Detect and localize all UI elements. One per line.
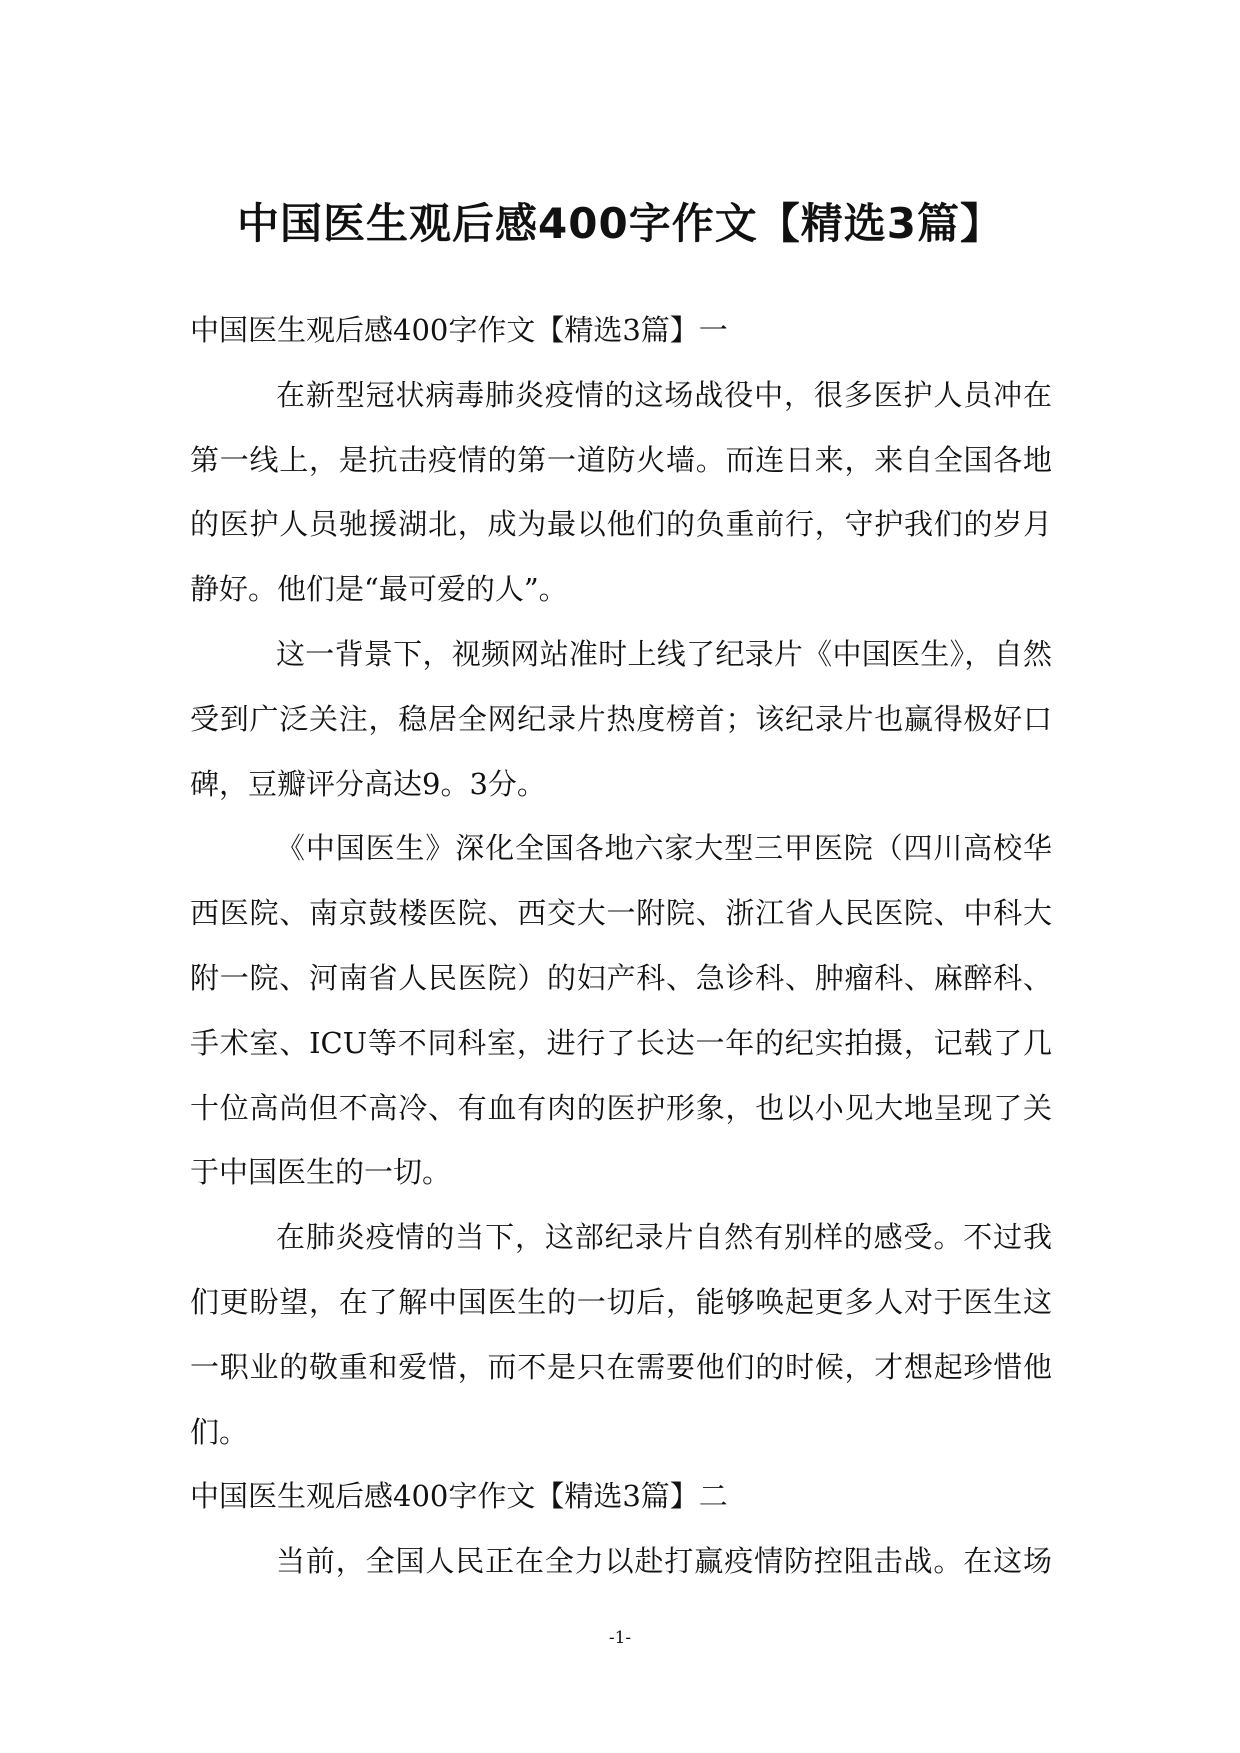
text-line: 碑，豆瓣评分高达9。3分。	[190, 766, 546, 801]
text-line: 一职业的敬重和爱惜，而不是只在需要他们的时候，才想起珍惜他	[190, 1349, 1052, 1384]
paragraph	[190, 363, 1052, 622]
section-heading: 中国医生观后感400字作文【精选3篇】一	[190, 313, 728, 347]
paragraph	[190, 816, 1052, 1205]
text-line: 《中国医生》深化全国各地六家大型三甲医院（四川高校华	[276, 831, 1052, 866]
text-line: 十位高尚但不高冷、有血有肉的医护形象，也以小见大地呈现了关	[190, 1090, 1052, 1125]
section-heading: 中国医生观后感400字作文【精选3篇】二	[190, 1479, 728, 1514]
text-line: 第一线上，是抗击疫情的第一道防火墙。而连日来，来自全国各地	[190, 442, 1052, 477]
page-number: -1-	[608, 1628, 632, 1648]
text-line: 附一院、河南省人民医院）的妇产科、急诊科、肿瘤科、麻醉科、	[190, 960, 1052, 995]
text-line: 在肺炎疫情的当下，这部纪录片自然有别样的感受。不过我	[276, 1220, 1052, 1255]
text-line: 这一背景下，视频网站准时上线了纪录片《中国医生》，自然	[276, 636, 1052, 671]
text-line: 的医护人员驰援湖北，成为最以他们的负重前行，守护我们的岁月	[190, 507, 1052, 542]
text-line: 受到广泛关注，稳居全网纪录片热度榜首；该纪录片也赢得极好口	[190, 701, 1052, 736]
text-line: 当前，全国人民正在全力以赴打赢疫情防控阻击战。在这场	[276, 1544, 1052, 1579]
text-line: 手术室、ICU等不同科室，进行了长达一年的纪实拍摄，记载了几	[190, 1025, 1052, 1060]
paragraph	[190, 1205, 1052, 1464]
text-line: 在新型冠状病毒肺炎疫情的这场战役中，很多医护人员冲在	[276, 377, 1052, 412]
text-line: 们。	[190, 1414, 249, 1449]
text-line: 于中国医生的一切。	[190, 1155, 452, 1190]
paragraph	[190, 1529, 1052, 1594]
document-body	[190, 298, 1052, 1594]
text-line: 静好。他们是“最可爱的人”。	[190, 572, 568, 607]
document-title: 中国医生观后感400字作文【精选3篇】	[237, 199, 1003, 248]
text-line: 们更盼望，在了解中国医生的一切后，能够唤起更多人对于医生这	[190, 1284, 1052, 1319]
paragraph	[190, 622, 1052, 816]
text-line: 西医院、南京鼓楼医院、西交大一附院、浙江省人民医院、中科大	[190, 896, 1052, 931]
